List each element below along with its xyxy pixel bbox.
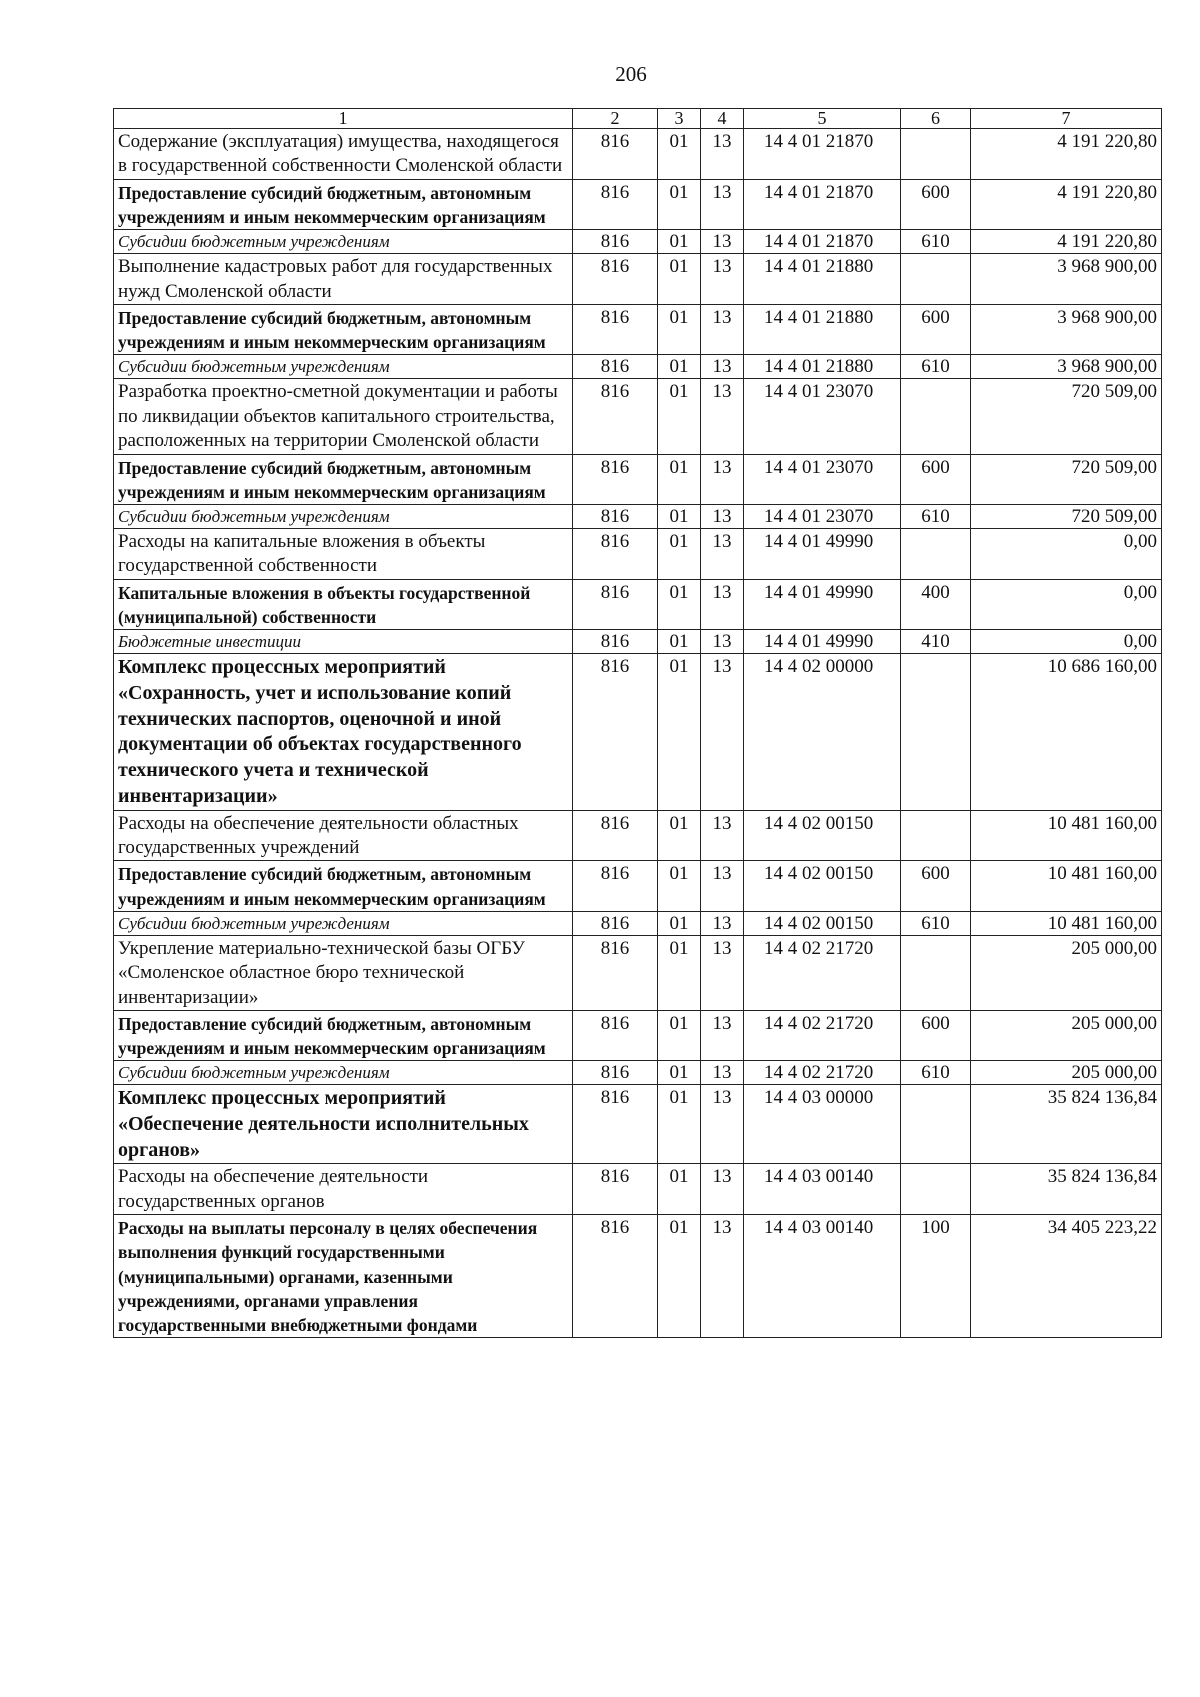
expense-type-cell: [901, 1085, 971, 1164]
target-article-cell: 14 4 02 21720: [744, 1061, 901, 1085]
amount-cell: 720 509,00: [971, 505, 1162, 529]
table-row: [114, 1164, 1162, 1215]
target-article-cell: 14 4 01 21870: [744, 129, 901, 180]
subsection-code-cell: 13: [701, 1215, 744, 1338]
amount-cell: 720 509,00: [971, 454, 1162, 504]
row-name-cell: Предоставление субсидий бюджетным, автономным учреждениям и иным некоммерческим организациям: [114, 454, 573, 504]
target-article-cell: 14 4 02 00150: [744, 810, 901, 861]
section-code-cell: 01: [658, 935, 701, 1010]
row-name-cell: Предоставление субсидий бюджетным, автономным учреждениям и иным некоммерческим организациям: [114, 861, 573, 911]
section-code-cell: 01: [658, 911, 701, 935]
expense-type-cell: [901, 810, 971, 861]
target-article-cell: 14 4 02 21720: [744, 935, 901, 1010]
ministry-code-cell: 816: [573, 355, 658, 379]
amount-cell: 205 000,00: [971, 935, 1162, 1010]
section-code-cell: 01: [658, 505, 701, 529]
table-row: [114, 454, 1162, 504]
ministry-code-cell: 816: [573, 654, 658, 810]
section-code-cell: 01: [658, 305, 701, 355]
table-row: [114, 1010, 1162, 1060]
row-name-cell: Расходы на капитальные вложения в объекты государственной собственности: [114, 529, 573, 580]
amount-cell: 4 191 220,80: [971, 179, 1162, 229]
table-row: [114, 254, 1162, 305]
section-code-cell: 01: [658, 179, 701, 229]
ministry-code-cell: 816: [573, 1010, 658, 1060]
expense-type-cell: [901, 254, 971, 305]
table-row: [114, 810, 1162, 861]
row-name-cell: Комплекс процессных мероприятий «Сохранность, учет и использование копий технических паспортов, оценочной и иной документации об объектах государственного технического учета и технической инвентаризации»: [114, 654, 573, 810]
target-article-cell: 14 4 01 21880: [744, 305, 901, 355]
ministry-code-cell: 816: [573, 254, 658, 305]
ministry-code-cell: 816: [573, 630, 658, 654]
expense-type-cell: 600: [901, 454, 971, 504]
section-code-cell: 01: [658, 454, 701, 504]
amount-cell: 3 968 900,00: [971, 305, 1162, 355]
table-row: [114, 505, 1162, 529]
ministry-code-cell: 816: [573, 379, 658, 454]
subsection-code-cell: 13: [701, 861, 744, 911]
amount-cell: 10 481 160,00: [971, 810, 1162, 861]
expense-type-cell: 410: [901, 630, 971, 654]
expense-type-cell: [901, 379, 971, 454]
expense-type-cell: 610: [901, 911, 971, 935]
ministry-code-cell: 816: [573, 1215, 658, 1338]
subsection-code-cell: 13: [701, 911, 744, 935]
budget-table: [113, 108, 1162, 1338]
table-row: [114, 654, 1162, 810]
row-name-cell: Субсидии бюджетным учреждениям: [114, 355, 573, 379]
subsection-code-cell: 13: [701, 935, 744, 1010]
table-row: [114, 355, 1162, 379]
table-row: [114, 179, 1162, 229]
row-name-cell: Комплекс процессных мероприятий «Обеспечение деятельности исполнительных органов»: [114, 1085, 573, 1164]
section-code-cell: 01: [658, 1164, 701, 1215]
target-article-cell: 14 4 01 21870: [744, 230, 901, 254]
ministry-code-cell: 816: [573, 810, 658, 861]
amount-cell: 10 481 160,00: [971, 861, 1162, 911]
amount-cell: 35 824 136,84: [971, 1164, 1162, 1215]
subsection-code-cell: 13: [701, 529, 744, 580]
ministry-code-cell: 816: [573, 1061, 658, 1085]
ministry-code-cell: 816: [573, 305, 658, 355]
amount-cell: 0,00: [971, 529, 1162, 580]
expense-type-cell: [901, 1164, 971, 1215]
ministry-code-cell: 816: [573, 230, 658, 254]
section-code-cell: 01: [658, 861, 701, 911]
expense-type-cell: 610: [901, 230, 971, 254]
subsection-code-cell: 13: [701, 305, 744, 355]
section-code-cell: 01: [658, 1215, 701, 1338]
expense-type-cell: [901, 654, 971, 810]
table-header-row: [114, 109, 1162, 129]
target-article-cell: 14 4 01 49990: [744, 630, 901, 654]
expense-type-cell: 400: [901, 579, 971, 629]
row-name-cell: Разработка проектно-сметной документации и работы по ликвидации объектов капитального строительства, расположенных на территории Смоленской области: [114, 379, 573, 454]
amount-cell: 35 824 136,84: [971, 1085, 1162, 1164]
subsection-code-cell: 13: [701, 179, 744, 229]
expense-type-cell: 600: [901, 179, 971, 229]
ministry-code-cell: 816: [573, 179, 658, 229]
table-row: [114, 861, 1162, 911]
page-number: 206: [615, 62, 647, 86]
table-row: [114, 129, 1162, 180]
expense-type-cell: [901, 935, 971, 1010]
amount-cell: 3 968 900,00: [971, 355, 1162, 379]
subsection-code-cell: 13: [701, 505, 744, 529]
ministry-code-cell: 816: [573, 1085, 658, 1164]
ministry-code-cell: 816: [573, 911, 658, 935]
row-name-cell: Укрепление материально-технической базы ОГБУ «Смоленское областное бюро технической инвентаризации»: [114, 935, 573, 1010]
ministry-code-cell: 816: [573, 861, 658, 911]
table-row: [114, 230, 1162, 254]
amount-cell: 205 000,00: [971, 1061, 1162, 1085]
expense-type-cell: 600: [901, 861, 971, 911]
section-code-cell: 01: [658, 579, 701, 629]
amount-cell: 10 481 160,00: [971, 911, 1162, 935]
target-article-cell: 14 4 01 21880: [744, 254, 901, 305]
table-row: [114, 1061, 1162, 1085]
subsection-code-cell: 13: [701, 355, 744, 379]
subsection-code-cell: 13: [701, 1085, 744, 1164]
subsection-code-cell: 13: [701, 129, 744, 180]
expense-type-cell: 600: [901, 1010, 971, 1060]
target-article-cell: 14 4 02 00150: [744, 861, 901, 911]
ministry-code-cell: 816: [573, 505, 658, 529]
row-name-cell: Субсидии бюджетным учреждениям: [114, 1061, 573, 1085]
header-cell: 6: [901, 109, 971, 129]
expense-type-cell: 100: [901, 1215, 971, 1338]
row-name-cell: Бюджетные инвестиции: [114, 630, 573, 654]
subsection-code-cell: 13: [701, 1164, 744, 1215]
header-cell: 2: [573, 109, 658, 129]
subsection-code-cell: 13: [701, 579, 744, 629]
table-row: [114, 529, 1162, 580]
target-article-cell: 14 4 03 00140: [744, 1164, 901, 1215]
section-code-cell: 01: [658, 1085, 701, 1164]
row-name-cell: Расходы на обеспечение деятельности областных государственных учреждений: [114, 810, 573, 861]
amount-cell: 0,00: [971, 579, 1162, 629]
subsection-code-cell: 13: [701, 379, 744, 454]
expense-type-cell: [901, 129, 971, 180]
table-row: [114, 1215, 1162, 1338]
row-name-cell: Выполнение кадастровых работ для государственных нужд Смоленской области: [114, 254, 573, 305]
subsection-code-cell: 13: [701, 454, 744, 504]
table-row: [114, 935, 1162, 1010]
row-name-cell: Содержание (эксплуатация) имущества, находящегося в государственной собственности Смоленской области: [114, 129, 573, 180]
ministry-code-cell: 816: [573, 579, 658, 629]
subsection-code-cell: 13: [701, 1061, 744, 1085]
subsection-code-cell: 13: [701, 654, 744, 810]
expense-type-cell: 610: [901, 505, 971, 529]
target-article-cell: 14 4 01 49990: [744, 529, 901, 580]
ministry-code-cell: 816: [573, 935, 658, 1010]
expense-type-cell: 610: [901, 355, 971, 379]
row-name-cell: Капитальные вложения в объекты государственной (муниципальной) собственности: [114, 579, 573, 629]
header-cell: 4: [701, 109, 744, 129]
row-name-cell: Предоставление субсидий бюджетным, автономным учреждениям и иным некоммерческим организациям: [114, 1010, 573, 1060]
table-row: [114, 911, 1162, 935]
row-name-cell: Субсидии бюджетным учреждениям: [114, 911, 573, 935]
row-name-cell: Субсидии бюджетным учреждениям: [114, 230, 573, 254]
subsection-code-cell: 13: [701, 230, 744, 254]
target-article-cell: 14 4 01 21880: [744, 355, 901, 379]
section-code-cell: 01: [658, 810, 701, 861]
row-name-cell: Предоставление субсидий бюджетным, автономным учреждениям и иным некоммерческим организациям: [114, 305, 573, 355]
target-article-cell: 14 4 01 23070: [744, 505, 901, 529]
header-cell: 3: [658, 109, 701, 129]
ministry-code-cell: 816: [573, 1164, 658, 1215]
expense-type-cell: 610: [901, 1061, 971, 1085]
row-name-cell: Расходы на обеспечение деятельности государственных органов: [114, 1164, 573, 1215]
subsection-code-cell: 13: [701, 254, 744, 305]
row-name-cell: Субсидии бюджетным учреждениям: [114, 505, 573, 529]
table-row: [114, 305, 1162, 355]
amount-cell: 4 191 220,80: [971, 230, 1162, 254]
target-article-cell: 14 4 01 23070: [744, 454, 901, 504]
table-body: [114, 129, 1162, 1338]
target-article-cell: 14 4 01 49990: [744, 579, 901, 629]
target-article-cell: 14 4 01 21870: [744, 179, 901, 229]
section-code-cell: 01: [658, 230, 701, 254]
header-cell: 5: [744, 109, 901, 129]
subsection-code-cell: 13: [701, 630, 744, 654]
amount-cell: 3 968 900,00: [971, 254, 1162, 305]
target-article-cell: 14 4 02 00000: [744, 654, 901, 810]
table-row: [114, 379, 1162, 454]
section-code-cell: 01: [658, 654, 701, 810]
target-article-cell: 14 4 02 00150: [744, 911, 901, 935]
section-code-cell: 01: [658, 355, 701, 379]
section-code-cell: 01: [658, 630, 701, 654]
amount-cell: 205 000,00: [971, 1010, 1162, 1060]
row-name-cell: Предоставление субсидий бюджетным, автономным учреждениям и иным некоммерческим организациям: [114, 179, 573, 229]
expense-type-cell: [901, 529, 971, 580]
target-article-cell: 14 4 02 21720: [744, 1010, 901, 1060]
amount-cell: 4 191 220,80: [971, 129, 1162, 180]
expense-type-cell: 600: [901, 305, 971, 355]
row-name-cell: Расходы на выплаты персоналу в целях обеспечения выполнения функций государственными (муниципальными) органами, казенными учреждениями, органами управления государственными внебюджетными фондами: [114, 1215, 573, 1338]
header-cell: 7: [971, 109, 1162, 129]
target-article-cell: 14 4 03 00000: [744, 1085, 901, 1164]
subsection-code-cell: 13: [701, 810, 744, 861]
amount-cell: 10 686 160,00: [971, 654, 1162, 810]
table-row: [114, 630, 1162, 654]
amount-cell: 720 509,00: [971, 379, 1162, 454]
ministry-code-cell: 816: [573, 454, 658, 504]
section-code-cell: 01: [658, 529, 701, 580]
target-article-cell: 14 4 01 23070: [744, 379, 901, 454]
section-code-cell: 01: [658, 129, 701, 180]
section-code-cell: 01: [658, 1010, 701, 1060]
amount-cell: 34 405 223,22: [971, 1215, 1162, 1338]
table-row: [114, 1085, 1162, 1164]
table-row: [114, 579, 1162, 629]
ministry-code-cell: 816: [573, 129, 658, 180]
section-code-cell: 01: [658, 254, 701, 305]
amount-cell: 0,00: [971, 630, 1162, 654]
subsection-code-cell: 13: [701, 1010, 744, 1060]
section-code-cell: 01: [658, 1061, 701, 1085]
header-cell: 1: [114, 109, 573, 129]
section-code-cell: 01: [658, 379, 701, 454]
ministry-code-cell: 816: [573, 529, 658, 580]
target-article-cell: 14 4 03 00140: [744, 1215, 901, 1338]
